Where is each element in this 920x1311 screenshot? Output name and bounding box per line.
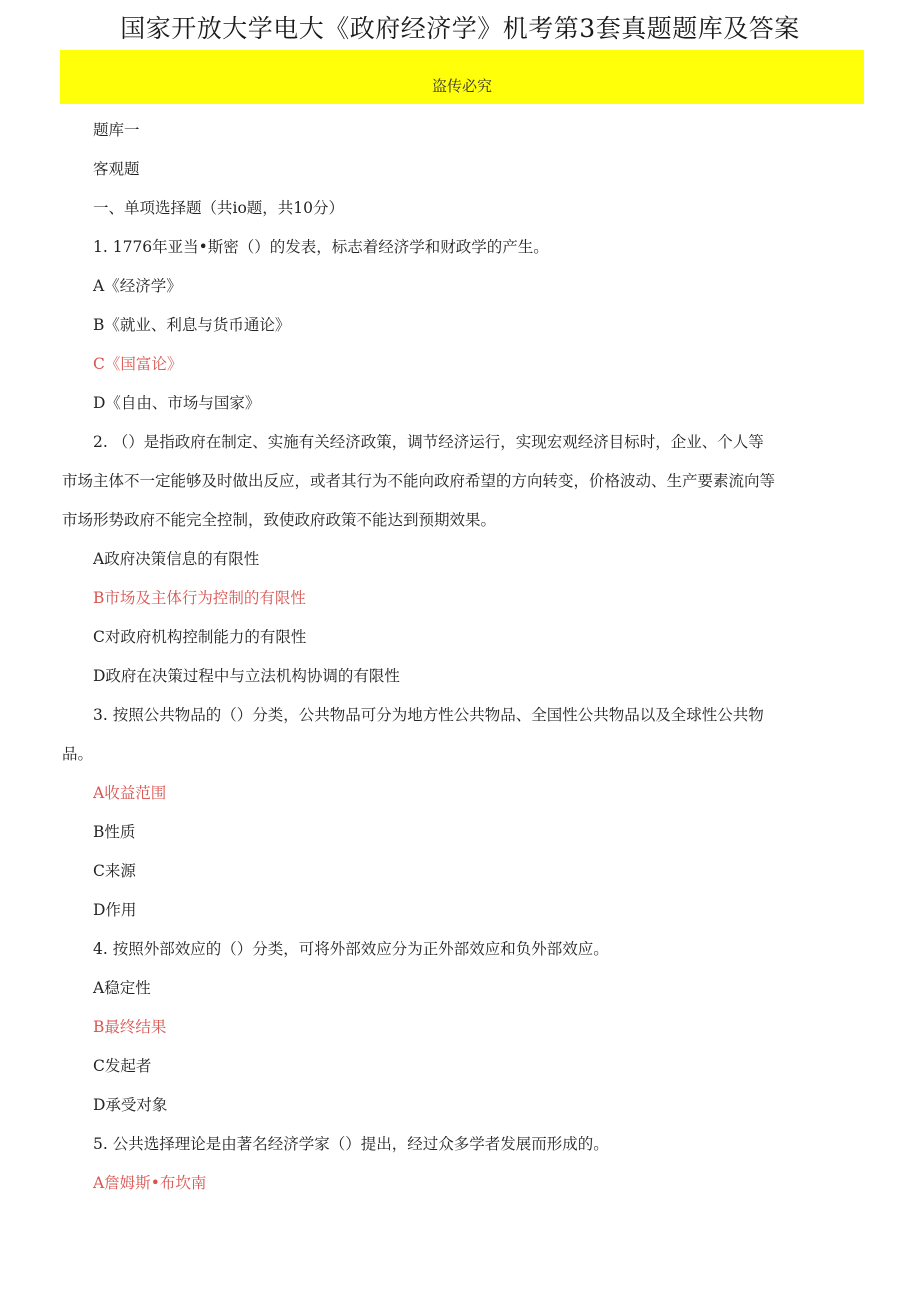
- subsection-heading: 客观题: [93, 160, 140, 178]
- option-b-correct-answer: B市场及主体行为控制的有限性: [93, 589, 306, 607]
- option-d: D政府在决策过程中与立法机构协调的有限性: [93, 667, 400, 685]
- document-title: 国家开放大学电大《政府经济学》机考第3套真题题库及答案: [120, 14, 800, 43]
- question-type-heading: 一、单项选择题（共io题，共10分）: [93, 199, 345, 217]
- option-a: A稳定性: [93, 979, 151, 997]
- question-1: 1. 1776年亚当•斯密（）的发表，标志着经济学和财政学的产生。: [93, 238, 549, 256]
- question-4: 4. 按照外部效应的（）分类，可将外部效应分为正外部效应和负外部效应。: [93, 940, 609, 958]
- option-b: B《就业、利息与货币通论》: [93, 316, 291, 334]
- question-5: 5. 公共选择理论是由著名经济学家（）提出，经过众多学者发展而形成的。: [93, 1135, 609, 1153]
- option-b: B性质: [93, 823, 136, 841]
- option-d: D承受对象: [93, 1096, 168, 1114]
- option-c-correct-answer: C《国富论》: [93, 355, 183, 373]
- option-d: D作用: [93, 901, 137, 919]
- option-a-correct-answer: A收益范围: [93, 784, 167, 802]
- question-2-continuation: 市场主体不一定能够及时做出反应，或者其行为不能向政府希望的方向转变，价格波动、生产要素流向等: [62, 472, 776, 490]
- option-a-correct-answer: A詹姆斯•布坎南: [93, 1174, 207, 1192]
- option-c: C来源: [93, 862, 136, 880]
- question-2-continuation: 市场形势政府不能完全控制，致使政府政策不能达到预期效果。: [62, 511, 497, 529]
- banner-text: 盗传必究: [431, 77, 492, 95]
- question-2: 2. （）是指政府在制定、实施有关经济政策，调节经济运行，实现宏观经济目标时，企业、个人等: [93, 433, 764, 451]
- question-3-continuation: 品。: [62, 745, 94, 763]
- option-a: A《经济学》: [93, 277, 182, 295]
- option-c: C发起者: [93, 1057, 152, 1075]
- option-d: D《自由、市场与国家》: [93, 394, 261, 412]
- question-3: 3. 按照公共物品的（）分类，公共物品可分为地方性公共物品、全国性公共物品以及全球性公共物: [93, 706, 764, 724]
- option-a: A政府决策信息的有限性: [93, 550, 260, 568]
- watermark-banner: [60, 50, 864, 104]
- option-b-correct-answer: B最终结果: [93, 1018, 167, 1036]
- option-c: C对政府机构控制能力的有限性: [93, 628, 307, 646]
- section-heading: 题库一: [93, 121, 140, 139]
